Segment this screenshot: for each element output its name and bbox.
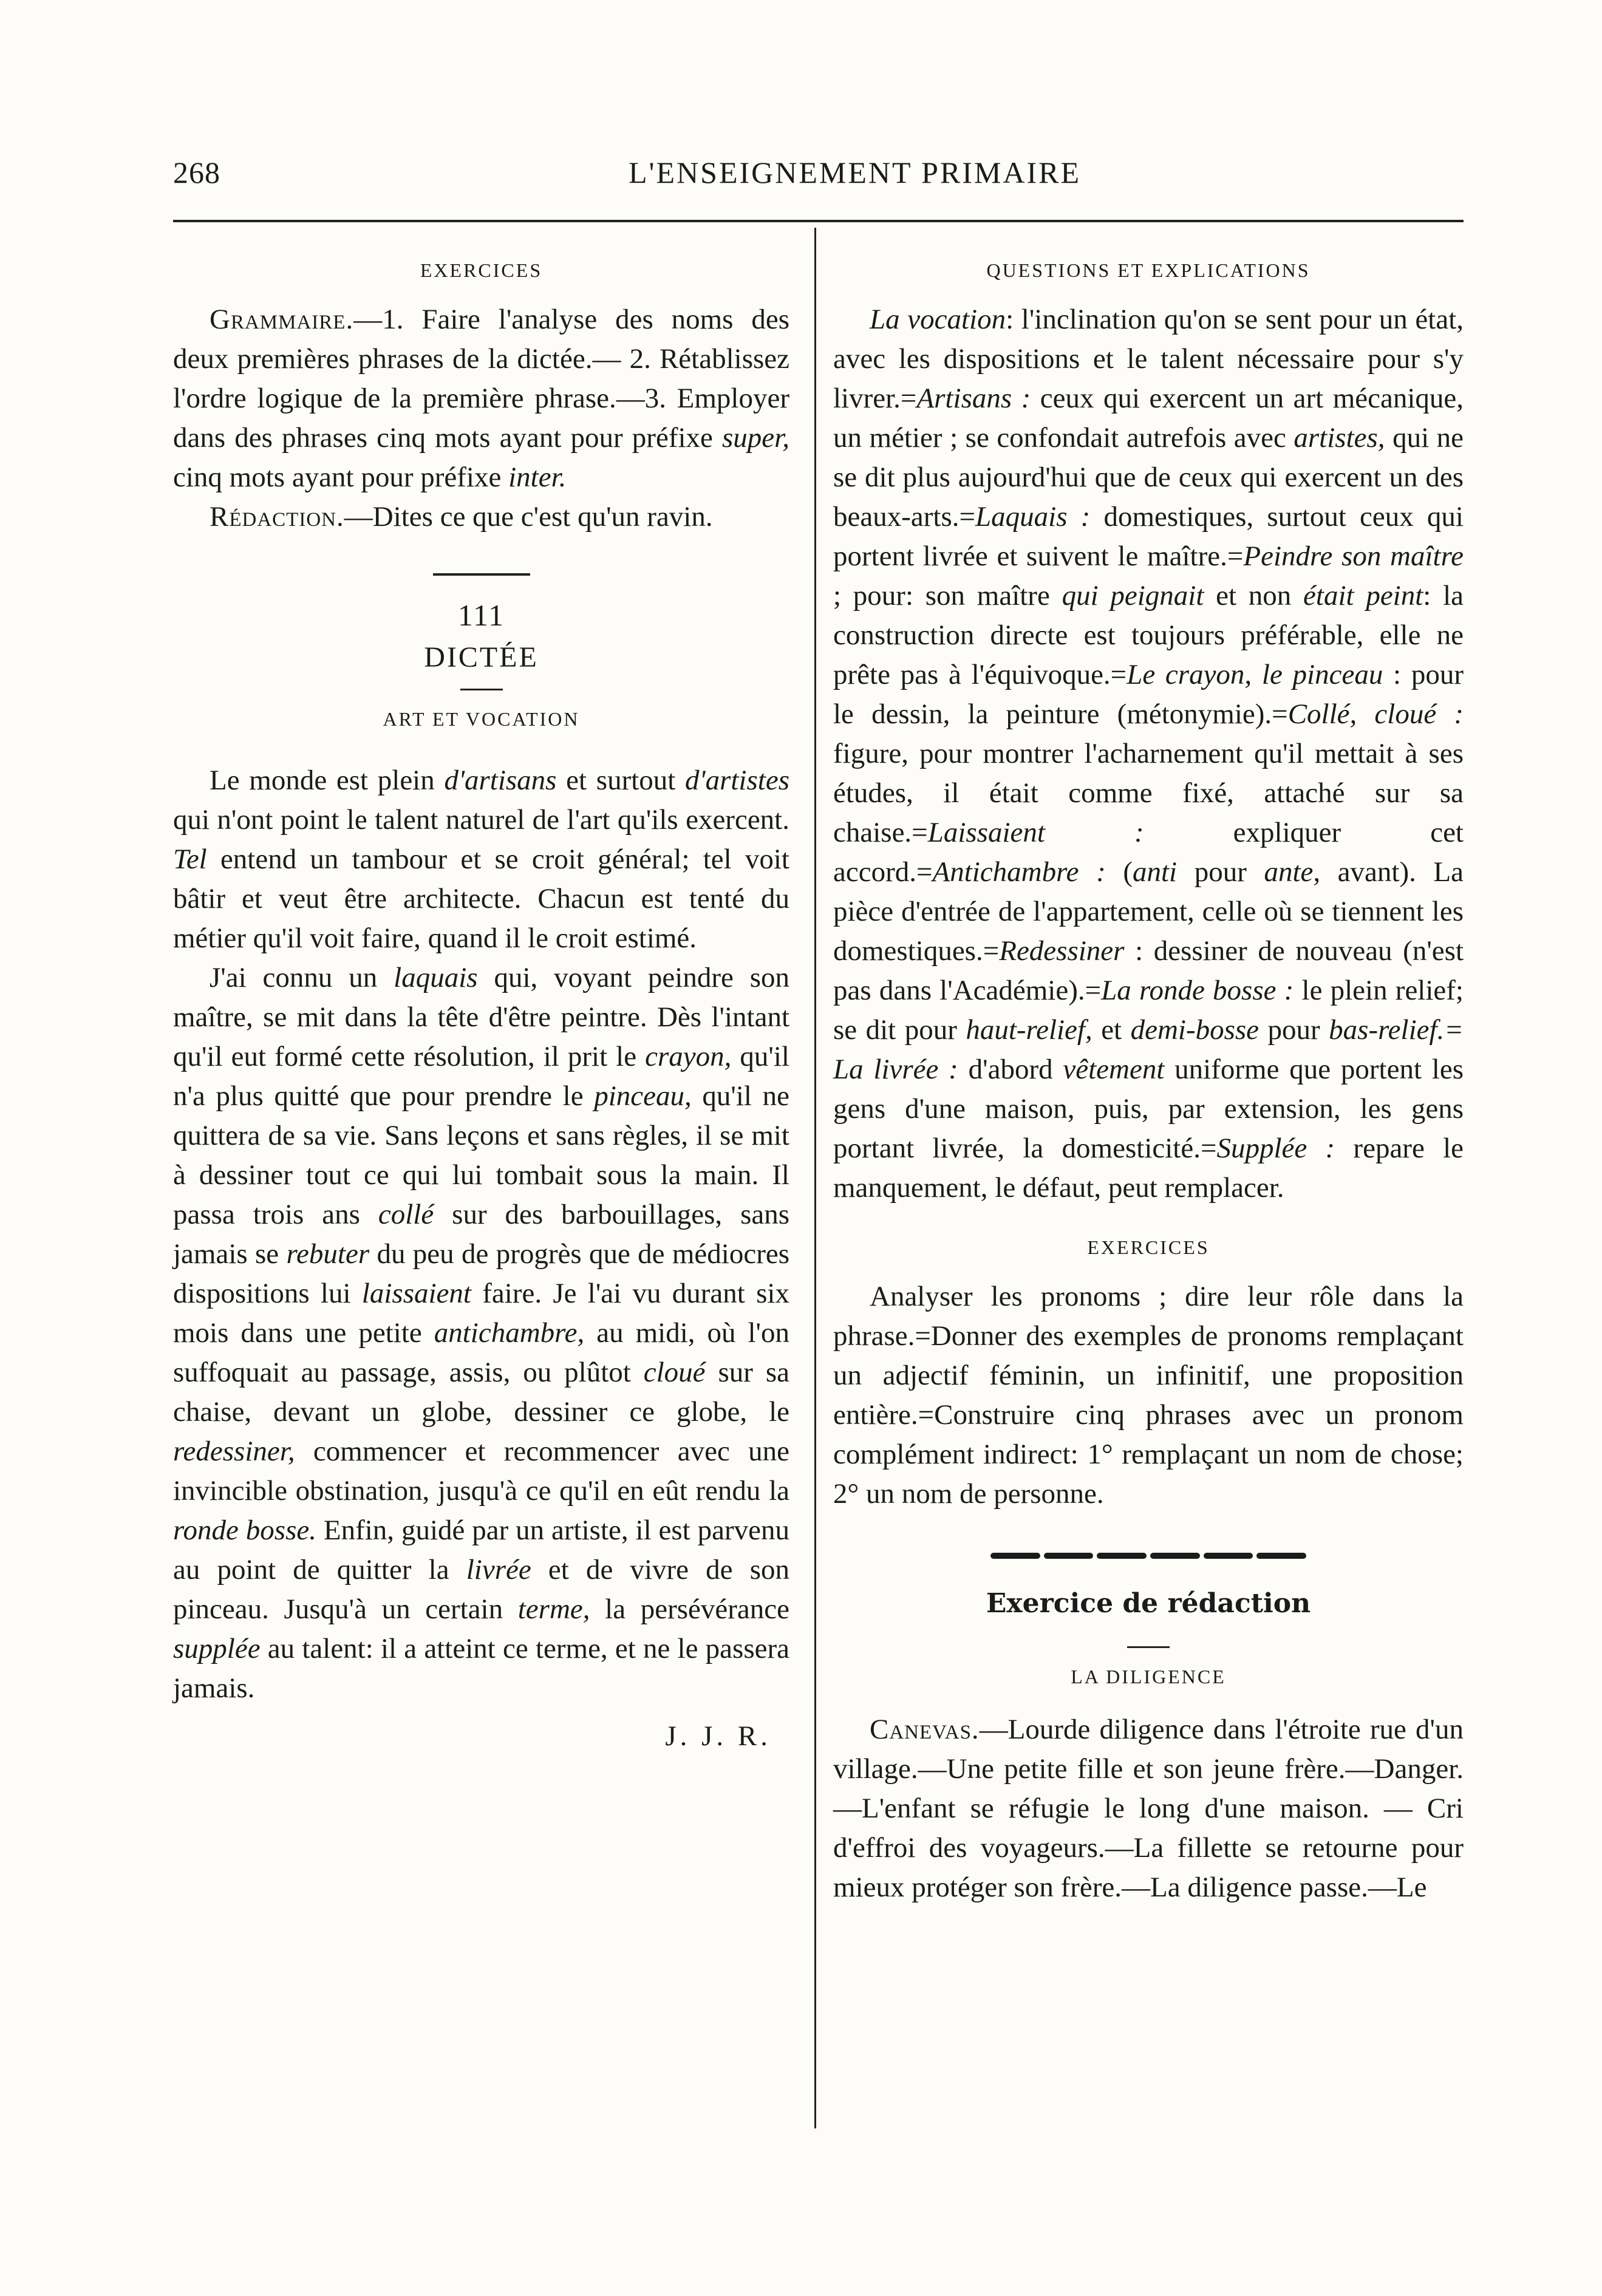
italic-term: collé xyxy=(378,1199,434,1230)
italic-term: livrée xyxy=(466,1554,531,1586)
italic-term: anti xyxy=(1133,856,1178,888)
italic-term: supplée xyxy=(173,1633,261,1664)
canevas-paragraph: Canevas.—Lourde diligence dans l'étroite rue d'un village.—Une petite fille et son jeune frère.—Danger.—L'enfant se réfugie le long d'une maison. — Cri d'effroi des voyageurs.—La fillette se retourne pour mieux protéger son frère.—La diligence passe.—Le xyxy=(833,1714,1464,1903)
italic-term: demi-bosse xyxy=(1130,1014,1259,1046)
text-run: entend un tambour et se croit général; tel voit bâtir et veut être architecte. Chacun est tenté du métier qu'il voit faire, quand il le croit estimé. xyxy=(173,843,789,954)
italic-term: artistes, xyxy=(1294,422,1385,454)
text-run: domestiques, surtout ceux qui portent livrée et suivent le maître.= xyxy=(833,501,1464,572)
redaction-rule xyxy=(1127,1646,1170,1648)
dictation-paragraph-1 xyxy=(173,761,789,958)
italic-term: Redessiner xyxy=(999,935,1125,967)
text-run: qui, voyant peindre son maître, se mit dans la tête d'être peintre. Dès l'intant qu'il eut formé cette résolution, il prit le xyxy=(173,962,790,1072)
text-run: qui n'ont point le talent naturel de l'art qu'ils exercent. xyxy=(173,804,789,836)
italic-term: ante, xyxy=(1264,856,1321,888)
column-divider xyxy=(814,228,816,2128)
text-run: qu'il n'a plus quitté que pour prendre le xyxy=(173,1041,789,1112)
redaction-label: Rédaction. xyxy=(210,501,344,533)
italic-term: cloué xyxy=(643,1357,706,1388)
canevas-label: Canevas. xyxy=(870,1714,980,1745)
italic-term: La ronde bosse : xyxy=(1101,975,1294,1006)
italic-term: rebuter xyxy=(286,1238,370,1270)
text-run: : dessiner de nouveau (n'est pas dans l'Académie).= xyxy=(833,935,1464,1006)
text-run: et non xyxy=(1204,580,1304,611)
text-run: et surtout xyxy=(556,765,686,796)
italic-term: était peint xyxy=(1303,580,1423,611)
text-run: commencer et recommencer avec une invincible obstination, jusqu'à ce qu'il en eût rendu la xyxy=(173,1436,789,1507)
dictation-paragraph-2 xyxy=(173,958,789,1708)
text-run: Le monde est plein xyxy=(210,765,445,796)
text-run: et xyxy=(1092,1014,1131,1046)
italic-term: bas-relief.= xyxy=(1329,1014,1464,1046)
text-run: : l'inclination qu'on se sent pour un état, avec les dispositions et le talent nécessaire pour s'y livrer.= xyxy=(833,304,1464,414)
text-run: ; pour: son maître xyxy=(833,580,1062,611)
dictation-subheading: ART ET VOCATION xyxy=(383,708,580,730)
italic-term: pinceau, xyxy=(594,1080,692,1112)
text-run: J'ai connu un xyxy=(210,962,394,993)
text-run: qu'il ne quittera de sa vie. Sans leçons et sans règles, il se mit à dessiner tout ce qui lui tombait sous la main. Il passa trois ans xyxy=(173,1080,789,1230)
text-run: la persévérance xyxy=(590,1593,789,1625)
left-column xyxy=(173,255,789,1756)
italic-term: Antichambre : xyxy=(932,856,1106,888)
italic-term: redessiner, xyxy=(173,1436,295,1467)
header-rule xyxy=(173,220,1464,222)
text-run: : la construction directe est toujours préférable, elle ne prête pas à l'équivoque.= xyxy=(833,580,1464,690)
text-run: du peu de progrès que de médiocres dispositions lui xyxy=(173,1238,789,1309)
text-run: d'abord xyxy=(958,1054,1063,1085)
italic-term: qui peignait xyxy=(1062,580,1204,611)
text-run: le plein relief; se dit pour xyxy=(833,975,1464,1046)
text-run: pour xyxy=(1177,856,1264,888)
right-column xyxy=(833,255,1464,1907)
italic-term: Peindre son maître xyxy=(1243,540,1464,572)
title-rule xyxy=(460,689,503,690)
text-run: qui ne se dit plus aujourd'hui que de ceux qui exercent un des beaux-arts.= xyxy=(833,422,1464,533)
text-run: au talent: il a atteint ce terme, et ne le passera jamais. xyxy=(173,1633,789,1704)
exercises-heading-right: EXERCICES xyxy=(1087,1236,1210,1258)
text-run: ( xyxy=(1105,856,1133,888)
italic-term: Artisans : xyxy=(916,383,1031,414)
text-run: sur des barbouillages, sans jamais se xyxy=(173,1199,790,1270)
italic-term: La vocation xyxy=(870,304,1006,335)
italic-term: d'artistes xyxy=(685,765,789,796)
text-run: et de vivre de son pinceau. Jusqu'à un certain xyxy=(173,1554,789,1625)
questions-explanations xyxy=(833,300,1464,1208)
italic-term: laquais xyxy=(394,962,478,993)
text-run: pour xyxy=(1259,1014,1329,1046)
ornamental-rule xyxy=(990,1550,1306,1561)
pronoun-exercises: Analyser les pronoms ; dire leur rôle dans la phrase.=Donner des exemples de pronoms remplaçant un adjectif féminin, un infinitif, une proposition entière.=Construire cinq phrases avec un pronom complément indirect: 1° remplaçant un nom de chose; 2° un nom de personne. xyxy=(833,1281,1464,1510)
grammar-exercise: Grammaire.—1. Faire l'analyse des noms des deux premières phrases de la dictée.— 2. Rétablissez l'ordre logique de la première phrase.—3. Employer dans des phrases cinq mots ayant pour préfixe super, cinq mots ayant pour préfixe inter. xyxy=(173,304,789,493)
text-run: au midi, où l'on suffoquait au passage, assis, ou plûtot xyxy=(173,1317,789,1388)
italic-term: Collé, cloué : xyxy=(1287,698,1464,730)
italic-term: Laquais : xyxy=(975,501,1091,533)
diligence-heading: LA DILIGENCE xyxy=(1071,1666,1226,1688)
italic-term: ronde bosse. xyxy=(173,1514,316,1546)
italic-term: Le crayon, le pinceau xyxy=(1127,659,1383,690)
signature: J. J. R. xyxy=(665,1720,771,1752)
italic-term: vêtement xyxy=(1063,1054,1165,1085)
text-run: : pour le dessin, la peinture (métonymie).= xyxy=(833,659,1464,730)
page-number: 268 xyxy=(173,155,220,189)
section-number: 111 xyxy=(457,598,505,632)
text-run: Enfin, guidé par un artiste, il est parvenu au point de quitter la xyxy=(173,1514,789,1586)
running-title: L'ENSEIGNEMENT PRIMAIRE xyxy=(628,155,1082,189)
text-run: figure, pour montrer l'acharnement qu'il mettait à ses études, il était comme fixé, attaché sur sa chaise.= xyxy=(833,738,1464,848)
text-run: sur sa chaise, devant un globe, dessiner ce globe, le xyxy=(173,1357,789,1428)
text-run: uniforme que portent les gens d'une maison, puis, par extension, les gens portant livrée, la domesticité.= xyxy=(833,1054,1464,1164)
page-header xyxy=(173,155,1464,197)
text-run: avant). La pièce d'entrée de l'appartement, celle où se tiennent les domestiques.= xyxy=(833,856,1464,967)
text-run: repare le manquement, le défaut, peut remplacer. xyxy=(833,1133,1464,1204)
grammar-label: Grammaire. xyxy=(210,304,354,335)
italic-term: haut-relief, xyxy=(966,1014,1092,1046)
redaction-exercise: Rédaction.—Dites ce que c'est qu'un ravin. xyxy=(210,501,713,533)
italic-term: Tel xyxy=(173,843,207,875)
italic-term: terme, xyxy=(517,1593,590,1625)
italic-term: Laissaient : xyxy=(927,817,1144,848)
questions-heading: QUESTIONS ET EXPLICATIONS xyxy=(986,259,1311,281)
italic-term: crayon, xyxy=(645,1041,732,1072)
redaction-heading: Exercice de rédaction xyxy=(986,1588,1311,1619)
italic-term: laissaient xyxy=(361,1278,471,1309)
section-rule xyxy=(433,573,530,576)
italic-term: antichambre, xyxy=(434,1317,585,1349)
italic-term: La livrée : xyxy=(833,1054,958,1085)
text-run: faire. Je l'ai vu durant six mois dans une petite xyxy=(173,1278,789,1349)
italic-term: Supplée : xyxy=(1216,1133,1335,1164)
italic-term: d'artisans xyxy=(444,765,557,796)
exercises-heading-left: EXERCICES xyxy=(420,259,543,281)
text-run: ceux qui exercent un art mécanique, un métier ; se confondait autrefois avec xyxy=(833,383,1464,454)
section-title: DICTÉE xyxy=(424,641,539,673)
text-run: expliquer cet accord.= xyxy=(833,817,1464,888)
